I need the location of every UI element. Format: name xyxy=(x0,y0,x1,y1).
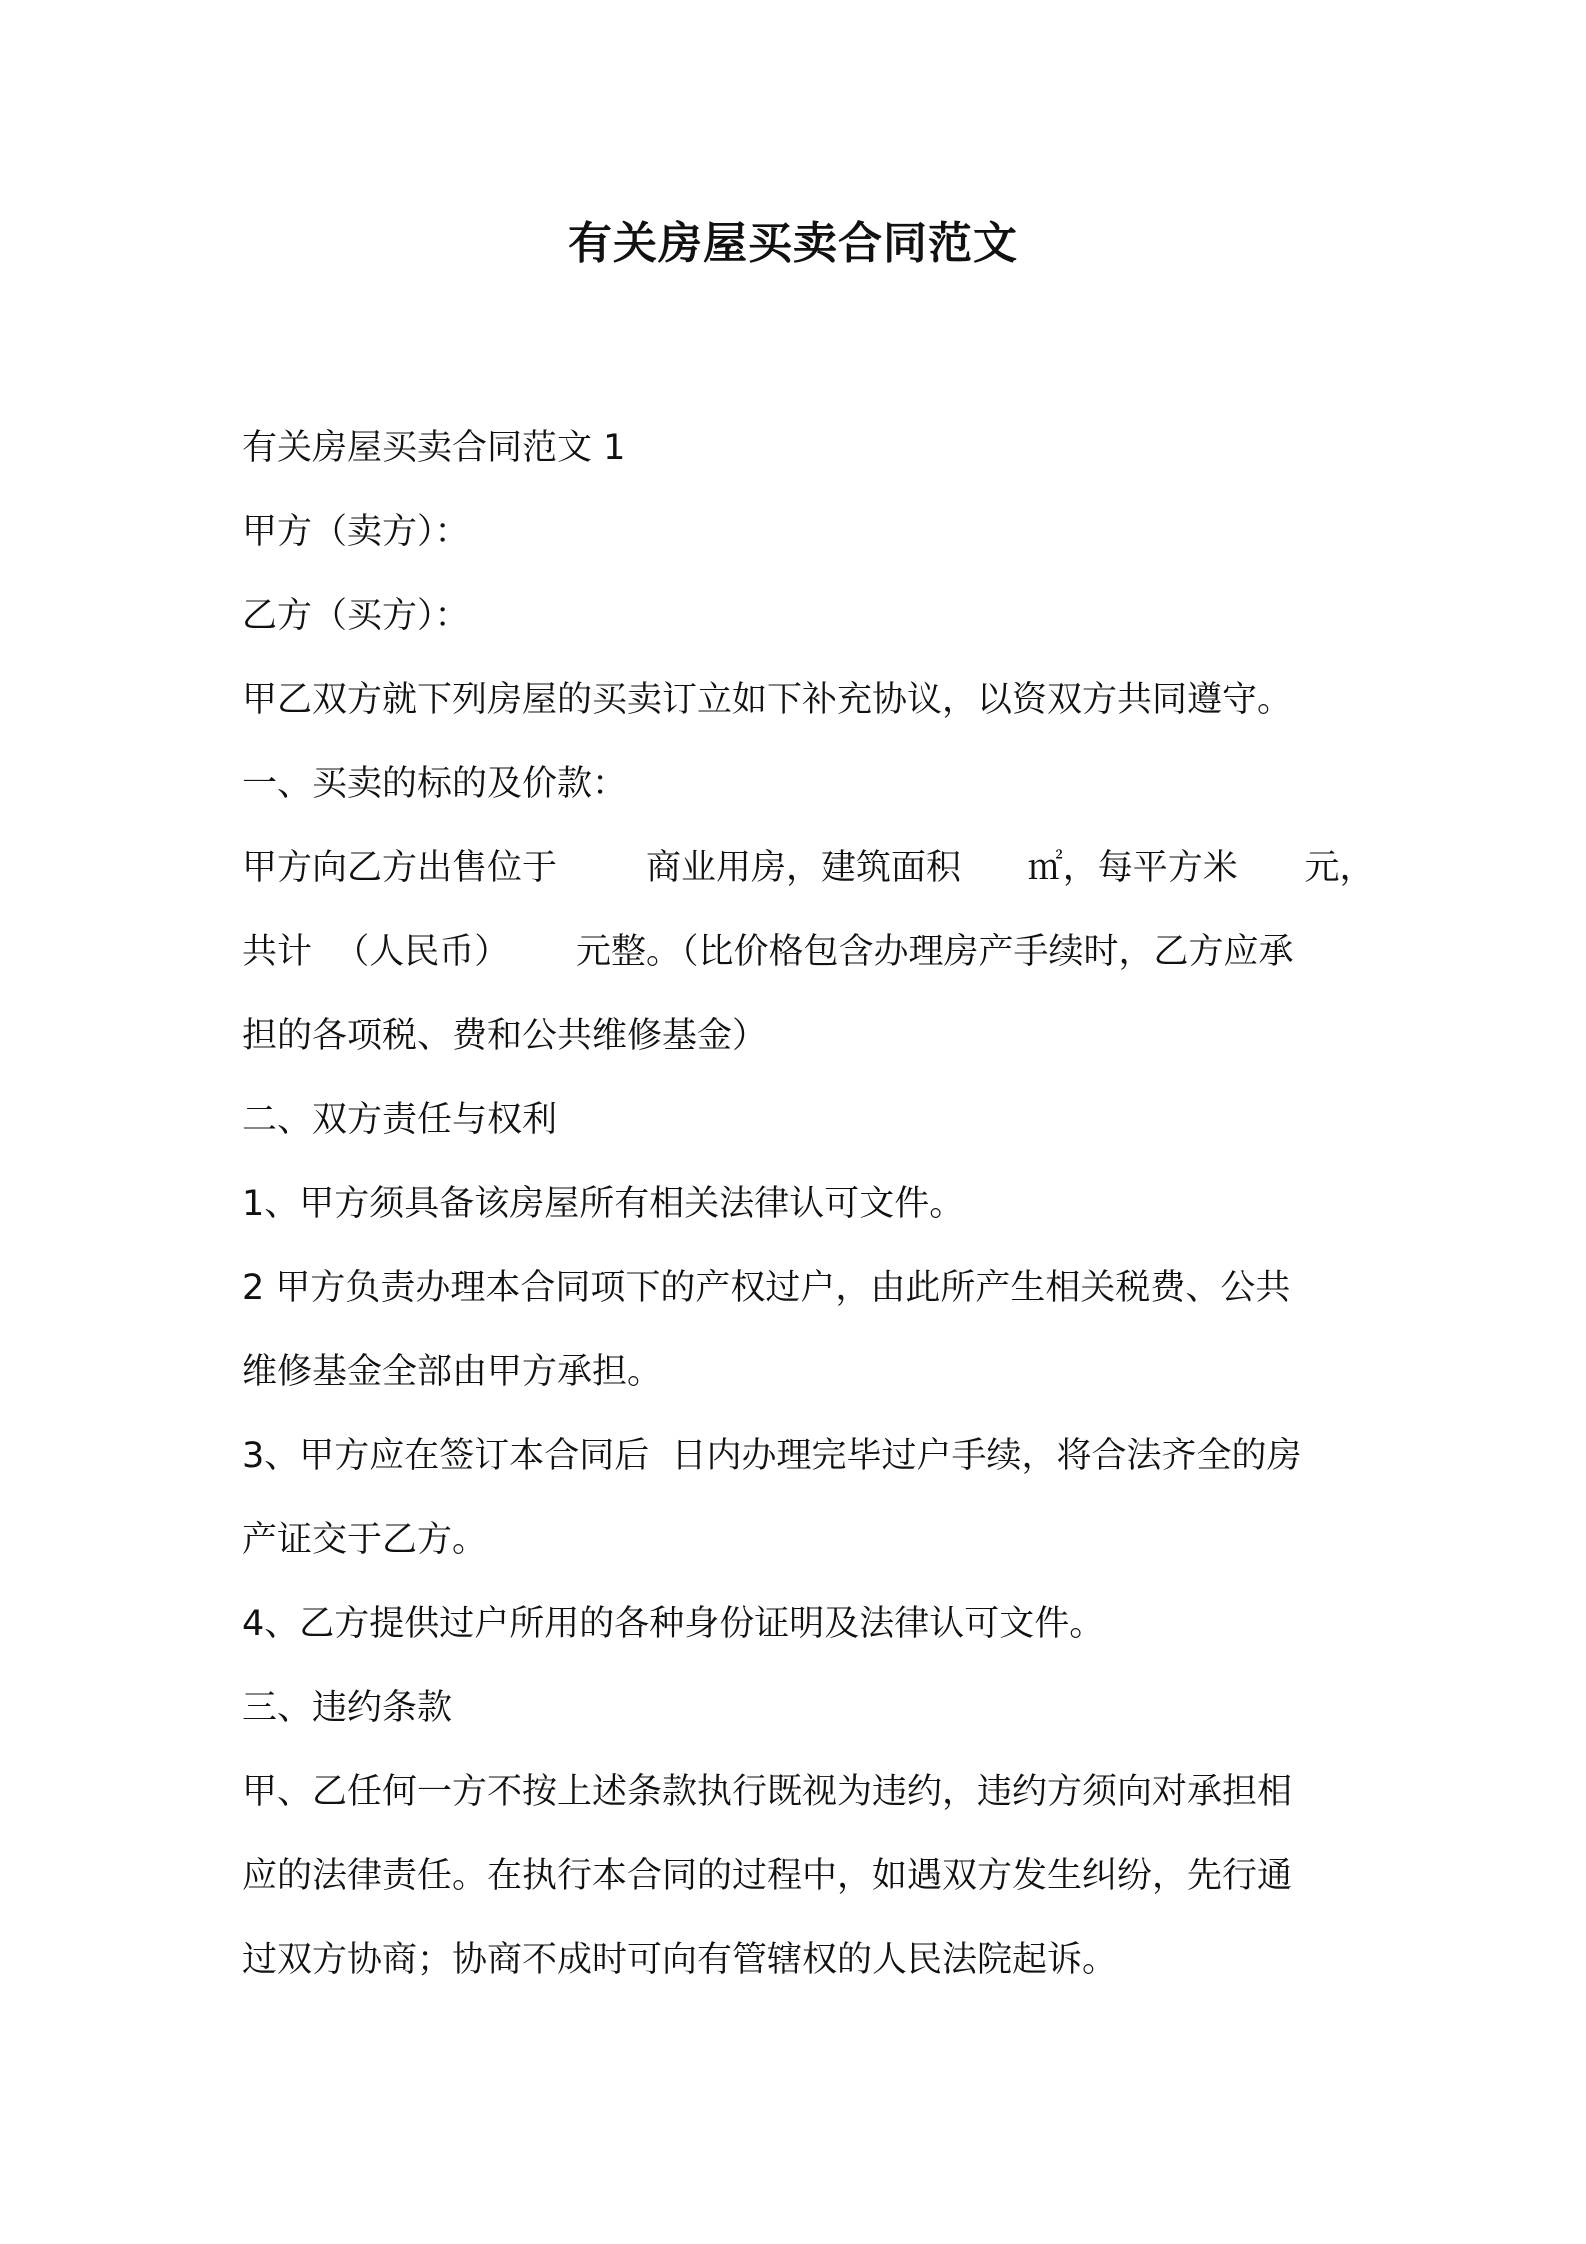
paragraph-line: 1、甲方须具备该房屋所有相关法律认可文件。 xyxy=(242,1184,965,1224)
section-heading: 有关房屋买卖合同范文 1 xyxy=(242,428,626,468)
paragraph-line: 过双方协商；协商不成时可向有管辖权的人民法院起诉。 xyxy=(242,1940,1118,1980)
paragraph-line: 甲、乙任何一方不按上述条款执行既视为违约，违约方须向对承担相 xyxy=(242,1772,1293,1812)
clause-heading-1: 一、买卖的标的及价款： xyxy=(242,764,628,804)
paragraph-line: 应的法律责任。在执行本合同的过程中，如遇双方发生纠纷，先行通 xyxy=(242,1856,1293,1896)
paragraph-line: 维修基金全部由甲方承担。 xyxy=(242,1352,663,1392)
document-title: 有关房屋买卖合同范文 xyxy=(568,218,1018,269)
paragraph-line: 共计 （人民币） 元整。（比价格包含办理房产手续时，乙方应承 xyxy=(242,932,1294,972)
paragraph-line: 产证交于乙方。 xyxy=(242,1520,488,1560)
party-b-line: 乙方（买方）： xyxy=(242,596,470,636)
paragraph-line: 担的各项税、费和公共维修基金） xyxy=(242,1016,768,1056)
paragraph-line: 甲方向乙方出售位于 商业用房，建筑面积 ㎡，每平方米 元， xyxy=(242,848,1375,888)
agreement-intro: 甲乙双方就下列房屋的买卖订立如下补充协议，以资双方共同遵守。 xyxy=(242,680,1293,720)
paragraph-line: 4、乙方提供过户所用的各种身份证明及法律认可文件。 xyxy=(242,1604,1105,1644)
clause-heading-2: 二、双方责任与权利 xyxy=(242,1100,558,1140)
paragraph-line: 2 甲方负责办理本合同项下的产权过户，由此所产生相关税费、公共 xyxy=(242,1268,1291,1308)
paragraph-line: 3、甲方应在签订本合同后 日内办理完毕过户手续，将合法齐全的房 xyxy=(242,1436,1302,1476)
document-body xyxy=(242,406,1375,2002)
party-a-line: 甲方（卖方）： xyxy=(242,512,470,552)
clause-heading-3: 三、违约条款 xyxy=(242,1688,453,1728)
